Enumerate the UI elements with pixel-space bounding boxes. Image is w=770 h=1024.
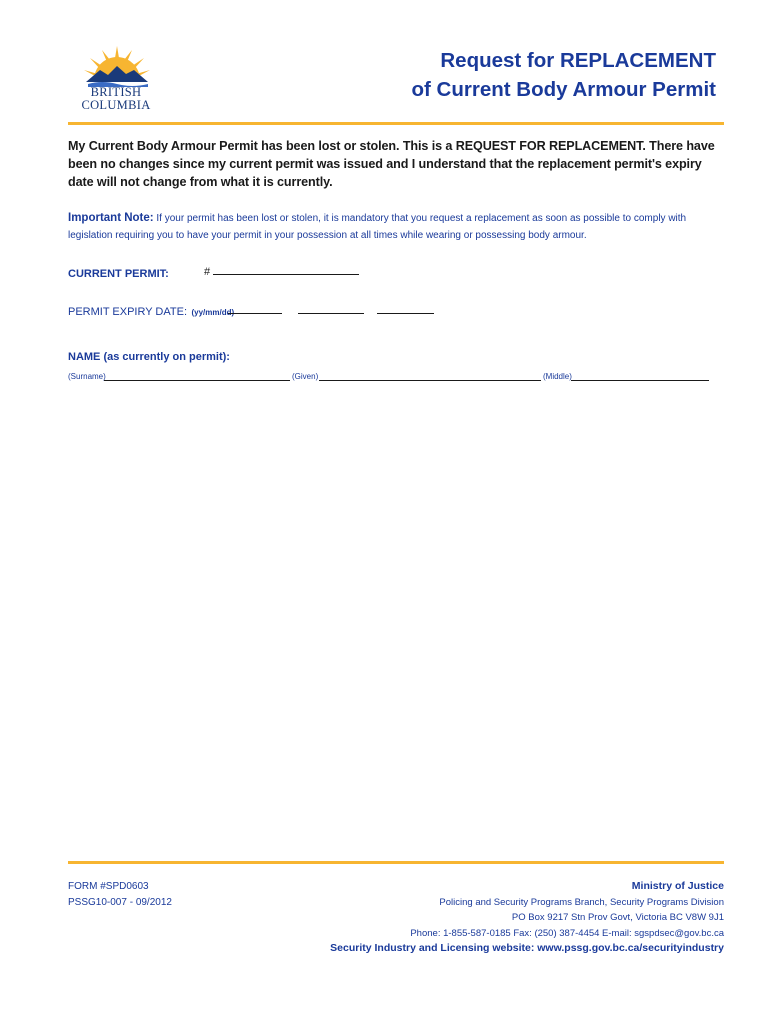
expiry-yy-line[interactable]	[228, 303, 282, 314]
hash-symbol: #	[204, 266, 211, 278]
contact-block	[330, 879, 724, 957]
footer-divider	[68, 861, 724, 864]
mailing-address: PO Box 9217 Stn Prov Govt, Victoria BC V8W 9J1	[511, 912, 724, 923]
surname-line[interactable]	[104, 372, 290, 381]
header-divider	[68, 122, 724, 125]
form-number: FORM #SPD0603	[68, 881, 149, 892]
expiry-mm-line[interactable]	[298, 303, 364, 314]
bc-sun-mountain-icon	[72, 44, 162, 88]
bc-logo	[72, 44, 162, 116]
logo-text: BRITISH COLUMBIA	[81, 85, 151, 112]
given-label: (Given)	[292, 372, 319, 381]
surname-label: (Surname)	[68, 372, 106, 381]
expiry-label: PERMIT EXPIRY DATE:	[68, 306, 187, 318]
expiry-format: (yy/mm/dd)	[191, 308, 235, 317]
intro-paragraph: My Current Body Armour Permit has been lost or stolen. This is a REQUEST FOR REPLACEMENT. There have been no changes since my current permit was issued and I understand that the replacement permit's expiry date will not change from what it is currently.	[68, 139, 715, 189]
expiry-row	[68, 302, 234, 320]
title-line-1: Request for REPLACEMENT	[440, 49, 716, 72]
note-label: Important Note:	[68, 212, 154, 224]
form-info	[68, 879, 172, 911]
middle-line[interactable]	[571, 372, 709, 381]
ministry-name: Ministry of Justice	[631, 880, 724, 892]
form-code: PSSG10-007 - 09/2012	[68, 897, 172, 908]
middle-label: (Middle)	[543, 372, 572, 381]
important-note	[68, 210, 728, 244]
given-line[interactable]	[319, 372, 541, 381]
website-link[interactable]: Security Industry and Licensing website: www.pssg.gov.bc.ca/securityindustry	[330, 942, 724, 954]
current-permit-input-line[interactable]	[213, 264, 359, 275]
name-label: NAME (as currently on permit):	[68, 351, 230, 363]
contact-details: Phone: 1-855-587-0185 Fax: (250) 387-4454 E-mail: sgspdsec@gov.bc.ca	[410, 927, 724, 939]
note-text: If your permit has been lost or stolen, it is mandatory that you request a replacement as soon as possible to comply with legislation requiring you to have your permit in your possession at all times while wearing or possessing body armour.	[68, 213, 687, 241]
current-permit-row	[68, 264, 169, 282]
expiry-dd-line[interactable]	[377, 303, 434, 314]
current-permit-field[interactable]	[204, 264, 359, 278]
current-permit-label: CURRENT PERMIT:	[68, 268, 169, 280]
branch-name: Policing and Security Programs Branch, Security Programs Division	[439, 896, 724, 908]
title-line-2: of Current Body Armour Permit	[411, 78, 716, 101]
page-title	[412, 46, 717, 104]
